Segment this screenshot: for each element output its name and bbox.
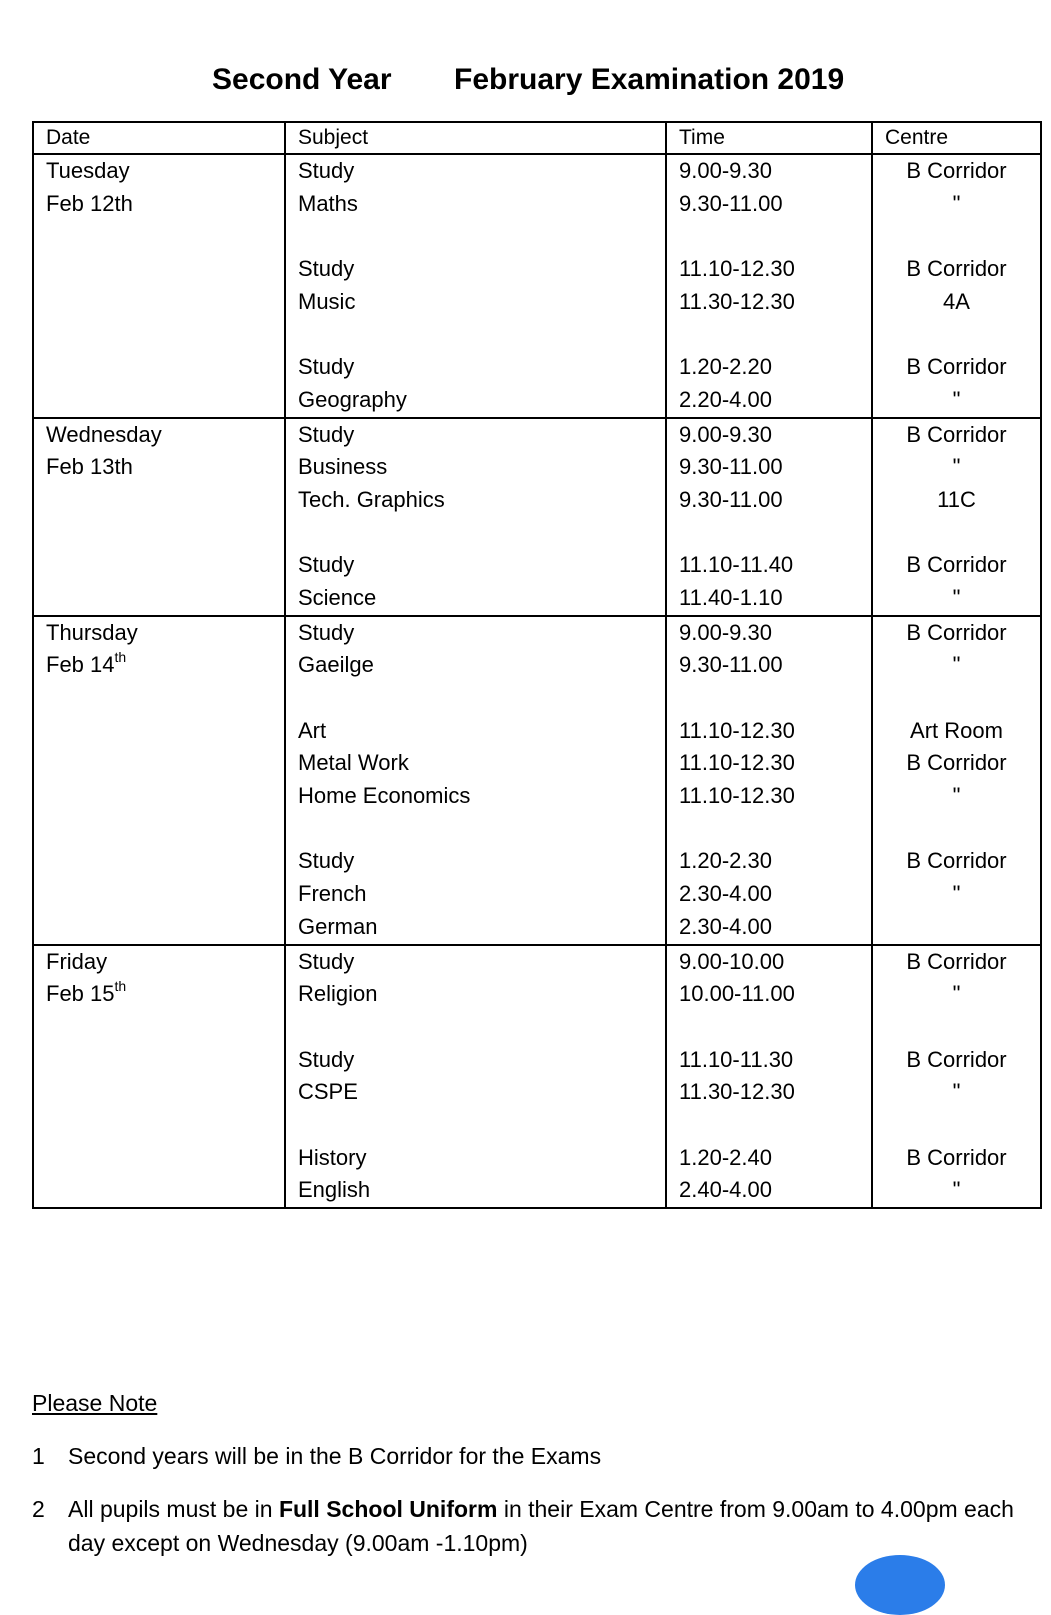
floating-action-button[interactable] [855,1555,945,1615]
time-entry: 9.30-11.00 [679,190,783,216]
table-row [33,418,1041,616]
centre-entry: " [952,386,961,412]
centre-cell [872,945,1041,1209]
session-gap [298,1011,653,1044]
column-header-subject: Subject [285,122,666,154]
centre-entry: " [952,783,961,809]
time-entry: 1.20-2.40 [679,1144,772,1170]
session-gap [885,682,1028,715]
subject-entry: Gaeilge [298,652,374,678]
time-entry: 10.00-11.00 [679,981,795,1007]
subject-entry: Science [298,584,377,610]
centre-entry: 4A [943,288,970,314]
time-cell [666,945,872,1209]
time-entry: 11.10-12.30 [679,256,795,282]
centre-entry: Art Room [910,717,1003,743]
date-value: Feb 12th [46,190,133,216]
centre-entry: B Corridor [906,1144,1007,1170]
date-cell [33,945,285,1209]
time-entry: 9.30-11.00 [679,652,783,678]
date-value: Feb 14 [46,652,115,678]
centre-entry: B Corridor [906,158,1007,183]
date-value: Feb 13th [46,454,133,480]
time-cell [666,154,872,418]
timetable-body [33,154,1041,1208]
day-name: Tuesday [46,158,130,183]
date-text [46,188,272,221]
date-text [46,451,272,484]
subject-entry: Maths [298,190,358,216]
note-text-continued: in their Exam Centre from 9.00am to 4.00pm each day except on Wednesday (9.00am -1.10pm) [68,1496,1014,1556]
notes-section [32,1386,1032,1560]
date-ordinal-suffix: th [114,648,127,665]
centre-entry: B Corridor [906,256,1007,282]
time-entry: 2.20-4.00 [679,386,772,412]
centre-entry: B Corridor [906,1046,1007,1072]
note-number: 1 [32,1443,45,1469]
session-gap [298,1109,653,1142]
subject-entry: Study [298,158,355,183]
exam-timetable [32,121,1042,1209]
day-name: Thursday [46,619,138,645]
date-text [46,649,272,682]
year-title: Second Year [212,63,392,96]
subject-entry: Study [298,354,355,380]
session-gap [298,220,653,253]
session-gap [679,318,859,351]
time-entry: 11.10-11.40 [679,552,794,578]
session-gap [679,682,859,715]
day-name: Friday [46,948,108,974]
time-entry: 11.10-12.30 [679,750,795,776]
session-gap [885,1109,1028,1142]
centre-entry: 11C [937,486,976,512]
session-gap [885,813,1028,846]
session-gap [298,682,653,715]
subject-entry: CSPE [298,1079,358,1105]
exam-title: February Examination 2019 [454,63,845,96]
session-gap [679,813,859,846]
time-entry: 2.30-4.00 [679,913,772,939]
subject-entry: German [298,913,378,939]
time-entry: 9.30-11.00 [679,486,783,512]
subject-entry: Geography [298,386,407,412]
subject-entry: Art [298,717,327,743]
centre-cell [872,418,1041,616]
note-item [32,1492,1032,1560]
date-text [46,978,272,1011]
centre-entry: " [952,454,961,480]
time-cell [666,616,872,945]
session-gap [298,318,653,351]
centre-entry: " [952,981,961,1007]
session-gap [679,1011,859,1044]
subject-cell [285,418,666,616]
note-text: Second years will be in the B Corridor for the Exams [68,1443,602,1469]
centre-entry: " [952,881,961,907]
session-gap [885,318,1028,351]
column-header-date: Date [33,122,285,154]
note-emphasis: Full School Uniform [278,1496,498,1522]
centre-entry: " [952,1177,961,1203]
time-entry: 11.30-12.30 [679,288,795,314]
time-entry: 11.10-12.30 [679,717,795,743]
subject-entry: Metal Work [298,750,409,776]
centre-entry: B Corridor [906,750,1007,776]
time-entry: 9.00-9.30 [679,619,772,645]
date-cell [33,616,285,945]
subject-entry: Music [298,288,356,314]
date-cell [33,154,285,418]
subject-entry: Tech. Graphics [298,486,445,512]
column-header-time: Time [666,122,872,154]
centre-entry: " [952,652,961,678]
subject-entry: Business [298,454,388,480]
time-entry: 2.30-4.00 [679,881,772,907]
date-value: Feb 15 [46,981,115,1007]
subject-entry: French [298,881,367,907]
subject-cell [285,616,666,945]
time-entry: 9.00-9.30 [679,158,772,183]
centre-entry: B Corridor [906,619,1007,645]
subject-entry: Study [298,421,355,447]
subject-entry: English [298,1177,371,1203]
page-title [0,58,1051,102]
table-row [33,154,1041,418]
time-entry: 1.20-2.30 [679,848,772,874]
session-gap [298,517,653,550]
column-header-centre: Centre [872,122,1041,154]
session-gap [679,1109,859,1142]
note-number: 2 [32,1496,45,1522]
subject-entry: History [298,1144,367,1170]
centre-cell [872,616,1041,945]
centre-entry: " [952,1079,961,1105]
note-text: All pupils must be in [68,1496,279,1522]
notes-heading: Please Note [32,1390,158,1416]
centre-entry: " [952,190,961,216]
table-row [33,616,1041,945]
session-gap [679,220,859,253]
session-gap [679,517,859,550]
centre-entry: B Corridor [906,552,1007,578]
centre-entry: B Corridor [906,421,1007,447]
centre-entry: B Corridor [906,948,1007,974]
subject-entry: Study [298,619,355,645]
day-name: Wednesday [46,421,162,447]
subject-entry: Study [298,1046,355,1072]
session-gap [885,220,1028,253]
session-gap [885,517,1028,550]
subject-entry: Study [298,256,355,282]
centre-entry: B Corridor [906,848,1007,874]
time-entry: 11.10-12.30 [679,783,795,809]
subject-entry: Religion [298,981,378,1007]
centre-entry [885,911,1028,944]
date-ordinal-suffix: th [114,977,127,994]
subject-entry: Study [298,848,355,874]
time-entry: 1.20-2.20 [679,354,772,380]
subject-cell [285,154,666,418]
time-entry: 11.30-12.30 [679,1079,795,1105]
table-header-row [33,122,1041,154]
subject-entry: Home Economics [298,783,471,809]
date-cell [33,418,285,616]
time-entry: 11.10-11.30 [679,1046,794,1072]
session-gap [885,1011,1028,1044]
centre-entry: B Corridor [906,354,1007,380]
subject-entry: Study [298,552,355,578]
subject-cell [285,945,666,1209]
session-gap [298,813,653,846]
time-entry: 9.00-9.30 [679,421,772,447]
time-cell [666,418,872,616]
time-entry: 11.40-1.10 [679,584,783,610]
time-entry: 2.40-4.00 [679,1177,772,1203]
time-entry: 9.30-11.00 [679,454,783,480]
centre-cell [872,154,1041,418]
time-entry: 9.00-10.00 [679,948,785,974]
note-item [32,1439,1032,1473]
table-row [33,945,1041,1209]
subject-entry: Study [298,948,355,974]
centre-entry: " [952,584,961,610]
